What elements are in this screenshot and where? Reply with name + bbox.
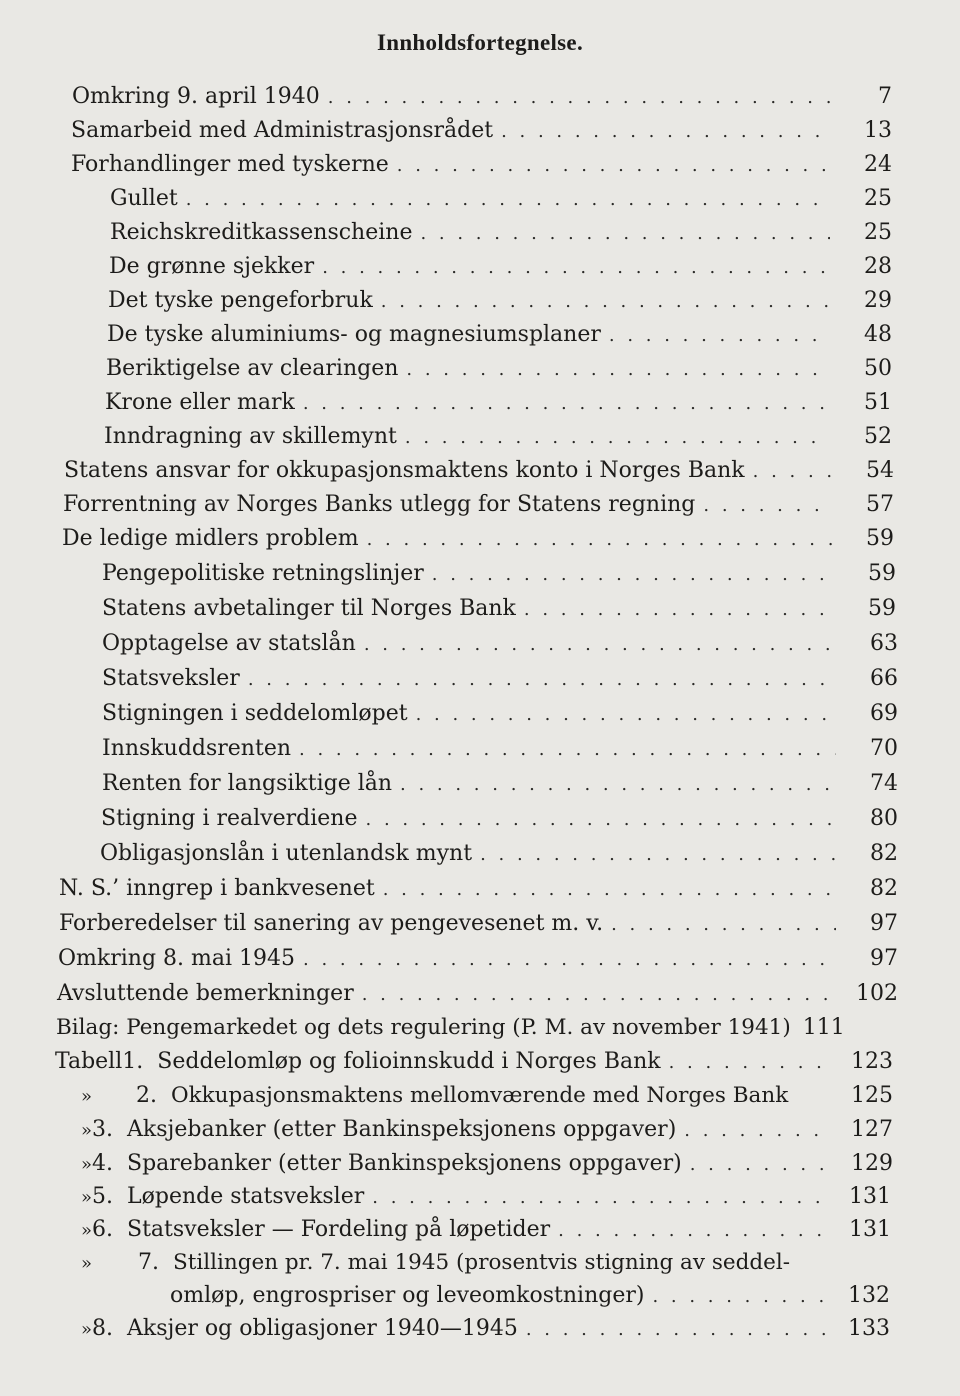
entry-label: Reichskreditkassenscheine <box>110 220 413 245</box>
dot-leader <box>364 632 836 658</box>
ditto-mark: » <box>81 1154 93 1175</box>
dot-leader <box>703 493 832 519</box>
entry-label: Statens ansvar for okkupasjonsmaktens konto i Norges Bank <box>64 458 745 483</box>
entry-label: Innskuddsrenten <box>102 736 292 761</box>
entry-label: Krone eller mark <box>105 390 295 415</box>
page-number: 48 <box>864 322 892 347</box>
page-number: 123 <box>851 1049 893 1074</box>
dot-leader <box>420 221 830 247</box>
table-entry <box>55 1083 893 1110</box>
dot-leader <box>303 947 836 973</box>
dot-leader <box>432 562 834 588</box>
toc-entry <box>102 631 898 658</box>
toc-entry <box>64 458 894 485</box>
table-entry <box>55 1117 893 1144</box>
entry-label: De ledige midlers problem <box>62 526 359 551</box>
dot-leader <box>322 255 830 281</box>
toc-entry <box>71 152 892 179</box>
entry-label: omløp, engrospriser og leveomkostninger) <box>170 1283 645 1308</box>
ditto-mark: » <box>81 1187 93 1208</box>
dot-leader <box>328 85 830 111</box>
table-entry-continuation <box>170 1283 890 1310</box>
toc-entry <box>106 356 892 383</box>
table-number: 5. <box>92 1184 114 1209</box>
dot-leader <box>383 877 836 903</box>
table-number: 8. <box>92 1316 114 1341</box>
toc-entry <box>57 981 898 1008</box>
page-number: 51 <box>864 390 892 415</box>
toc-entry <box>102 561 896 588</box>
dot-leader <box>381 289 830 315</box>
entry-label: Forberedelser til sanering av pengevesenet m. v. <box>59 911 604 936</box>
table-entry <box>55 1184 891 1211</box>
entry-label: Seddelomløp og folioinnskudd i Norges Bank <box>157 1049 661 1074</box>
toc-entry <box>101 806 898 833</box>
dot-leader <box>362 982 836 1008</box>
page-number: 132 <box>848 1283 890 1308</box>
entry-label: Statsveksler — Fordeling på løpetider <box>127 1217 551 1242</box>
dot-leader <box>501 119 830 145</box>
dot-leader <box>303 391 830 417</box>
entry-label: Omkring 8. mai 1945 <box>58 946 296 971</box>
page-number: 129 <box>851 1151 893 1176</box>
dot-leader <box>611 912 836 938</box>
toc-entry <box>63 492 894 519</box>
entry-label: Statsveksler <box>102 666 240 691</box>
dot-leader <box>367 527 832 553</box>
toc-entry <box>56 1015 898 1041</box>
toc-entry <box>102 666 898 693</box>
page-number: 102 <box>856 981 898 1006</box>
dot-leader <box>400 772 836 798</box>
entry-label: Inndragning av skillemynt <box>104 424 397 449</box>
entry-label: N. S.’ inngrep i bankvesenet <box>59 876 375 901</box>
toc-entry <box>110 186 892 213</box>
dot-leader <box>299 737 836 763</box>
entry-label: Avsluttende bemerkninger <box>57 981 354 1006</box>
entry-label: Obligasjonslån i utenlandsk mynt <box>100 841 473 866</box>
table-entry <box>55 1049 893 1076</box>
page-title: Innholdsfortegnelse. <box>377 30 583 55</box>
page-number: 52 <box>864 424 892 449</box>
page-number: 97 <box>870 946 898 971</box>
dot-leader <box>248 667 836 693</box>
table-entry <box>55 1250 891 1277</box>
dot-leader <box>684 1118 831 1144</box>
dot-leader <box>416 702 836 728</box>
table-number: 3. <box>92 1117 114 1142</box>
page-number: 125 <box>851 1083 893 1108</box>
entry-label: Gullet <box>110 186 178 211</box>
dot-leader <box>526 1317 828 1343</box>
toc-entry <box>100 841 898 868</box>
entry-label: De tyske aluminiums- og magnesiumsplaner <box>107 322 601 347</box>
ditto-mark: » <box>81 1253 93 1274</box>
toc-entry <box>108 288 892 315</box>
entry-label: Det tyske pengeforbruk <box>108 288 373 313</box>
entry-label: Løpende statsveksler <box>127 1184 365 1209</box>
table-entry <box>55 1217 891 1244</box>
dot-leader <box>366 807 837 833</box>
page-number: 70 <box>870 736 898 761</box>
dot-leader <box>753 459 832 485</box>
page-number: 133 <box>848 1316 890 1341</box>
entry-label: Renten for langsiktige lån <box>102 771 393 796</box>
page-number: 25 <box>864 220 892 245</box>
toc-entry <box>110 220 892 247</box>
page-number: 29 <box>864 288 892 313</box>
page-number: 50 <box>864 356 892 381</box>
page-number: 24 <box>864 152 892 177</box>
entry-label: Stigningen i seddelomløpet <box>102 701 408 726</box>
toc-entry <box>105 390 892 417</box>
toc-entry <box>109 254 892 281</box>
toc-entry <box>59 911 898 938</box>
page-number: 54 <box>866 458 894 483</box>
toc-entry <box>58 946 898 973</box>
table-entry <box>55 1316 890 1343</box>
page-number: 131 <box>849 1217 891 1242</box>
dot-leader <box>397 153 830 179</box>
page-number: 28 <box>864 254 892 279</box>
entry-label: Stillingen pr. 7. mai 1945 (prosentvis stigning av seddel- <box>173 1250 790 1275</box>
page-number: 74 <box>870 771 898 796</box>
page-number: 63 <box>870 631 898 656</box>
page-number: 59 <box>866 526 894 551</box>
dot-leader <box>406 357 830 383</box>
table-number: 1. <box>122 1049 144 1074</box>
ditto-mark: » <box>81 1220 93 1241</box>
page-number: 111 <box>802 1015 845 1040</box>
page-number: 7 <box>878 84 892 109</box>
entry-label: Forhandlinger med tyskerne <box>71 152 389 177</box>
table-prefix: Tabell <box>55 1049 123 1074</box>
entry-label: Statens avbetalinger til Norges Bank <box>102 596 516 621</box>
entry-label: Opptagelse av statslån <box>102 631 356 656</box>
table-number: 6. <box>92 1217 114 1242</box>
toc-entry <box>107 322 892 349</box>
dot-leader <box>690 1152 831 1178</box>
dot-leader <box>609 323 830 349</box>
page-number: 97 <box>870 911 898 936</box>
table-number: 2. <box>136 1083 157 1108</box>
dot-leader <box>372 1185 829 1211</box>
dot-leader <box>669 1050 831 1076</box>
entry-label: Sparebanker (etter Bankinspeksjonens oppgaver) <box>127 1151 682 1176</box>
page-number: 59 <box>868 561 896 586</box>
dot-leader <box>558 1218 829 1244</box>
toc-entry <box>102 701 898 728</box>
page-number: 69 <box>870 701 898 726</box>
entry-label: Aksjebanker (etter Bankinspeksjonens oppgaver) <box>127 1117 677 1142</box>
entry-label: Aksjer og obligasjoner 1940—1945 <box>127 1316 518 1341</box>
table-number: 4. <box>92 1151 114 1176</box>
page-number: 66 <box>870 666 898 691</box>
dot-leader <box>186 187 830 213</box>
toc-entry <box>62 526 894 553</box>
page-number: 25 <box>864 186 892 211</box>
entry-label: Samarbeid med Administrasjonsrådet <box>71 118 494 143</box>
entry-label: De grønne sjekker <box>109 254 315 279</box>
toc-entry <box>72 84 892 111</box>
page-number: 127 <box>851 1117 893 1142</box>
table-number: 7. <box>138 1250 159 1275</box>
dot-leader <box>480 842 836 868</box>
page-number: 59 <box>868 596 896 621</box>
toc-entry <box>71 118 892 145</box>
entry-label: Bilag: Pengemarkedet og dets regulering (P. M. av november 1941) <box>56 1015 791 1040</box>
page-number: 82 <box>870 841 898 866</box>
page-number: 131 <box>849 1184 891 1209</box>
entry-label: Stigning i realverdiene <box>101 806 358 831</box>
entry-label: Pengepolitiske retningslinjer <box>102 561 424 586</box>
ditto-mark: » <box>81 1086 93 1107</box>
entry-label: Beriktigelse av clearingen <box>106 356 399 381</box>
dot-leader <box>652 1284 828 1310</box>
entry-label: Forrentning av Norges Banks utlegg for Statens regning <box>63 492 696 517</box>
table-entry <box>55 1151 893 1178</box>
toc-entry <box>104 424 892 451</box>
toc-entry <box>102 771 898 798</box>
entry-label: Omkring 9. april 1940 <box>72 84 320 109</box>
page-number: 82 <box>870 876 898 901</box>
toc-entry <box>102 736 898 763</box>
dot-leader <box>405 425 830 451</box>
toc-entry <box>59 876 898 903</box>
dot-leader <box>524 597 834 623</box>
page-number: 13 <box>864 118 892 143</box>
entry-label: Okkupasjonsmaktens mellomværende med Norges Bank <box>171 1083 789 1108</box>
page-number: 80 <box>870 806 898 831</box>
ditto-mark: » <box>81 1120 93 1141</box>
toc-entry <box>102 596 896 623</box>
ditto-mark: » <box>81 1319 93 1340</box>
page-number: 57 <box>866 492 894 517</box>
